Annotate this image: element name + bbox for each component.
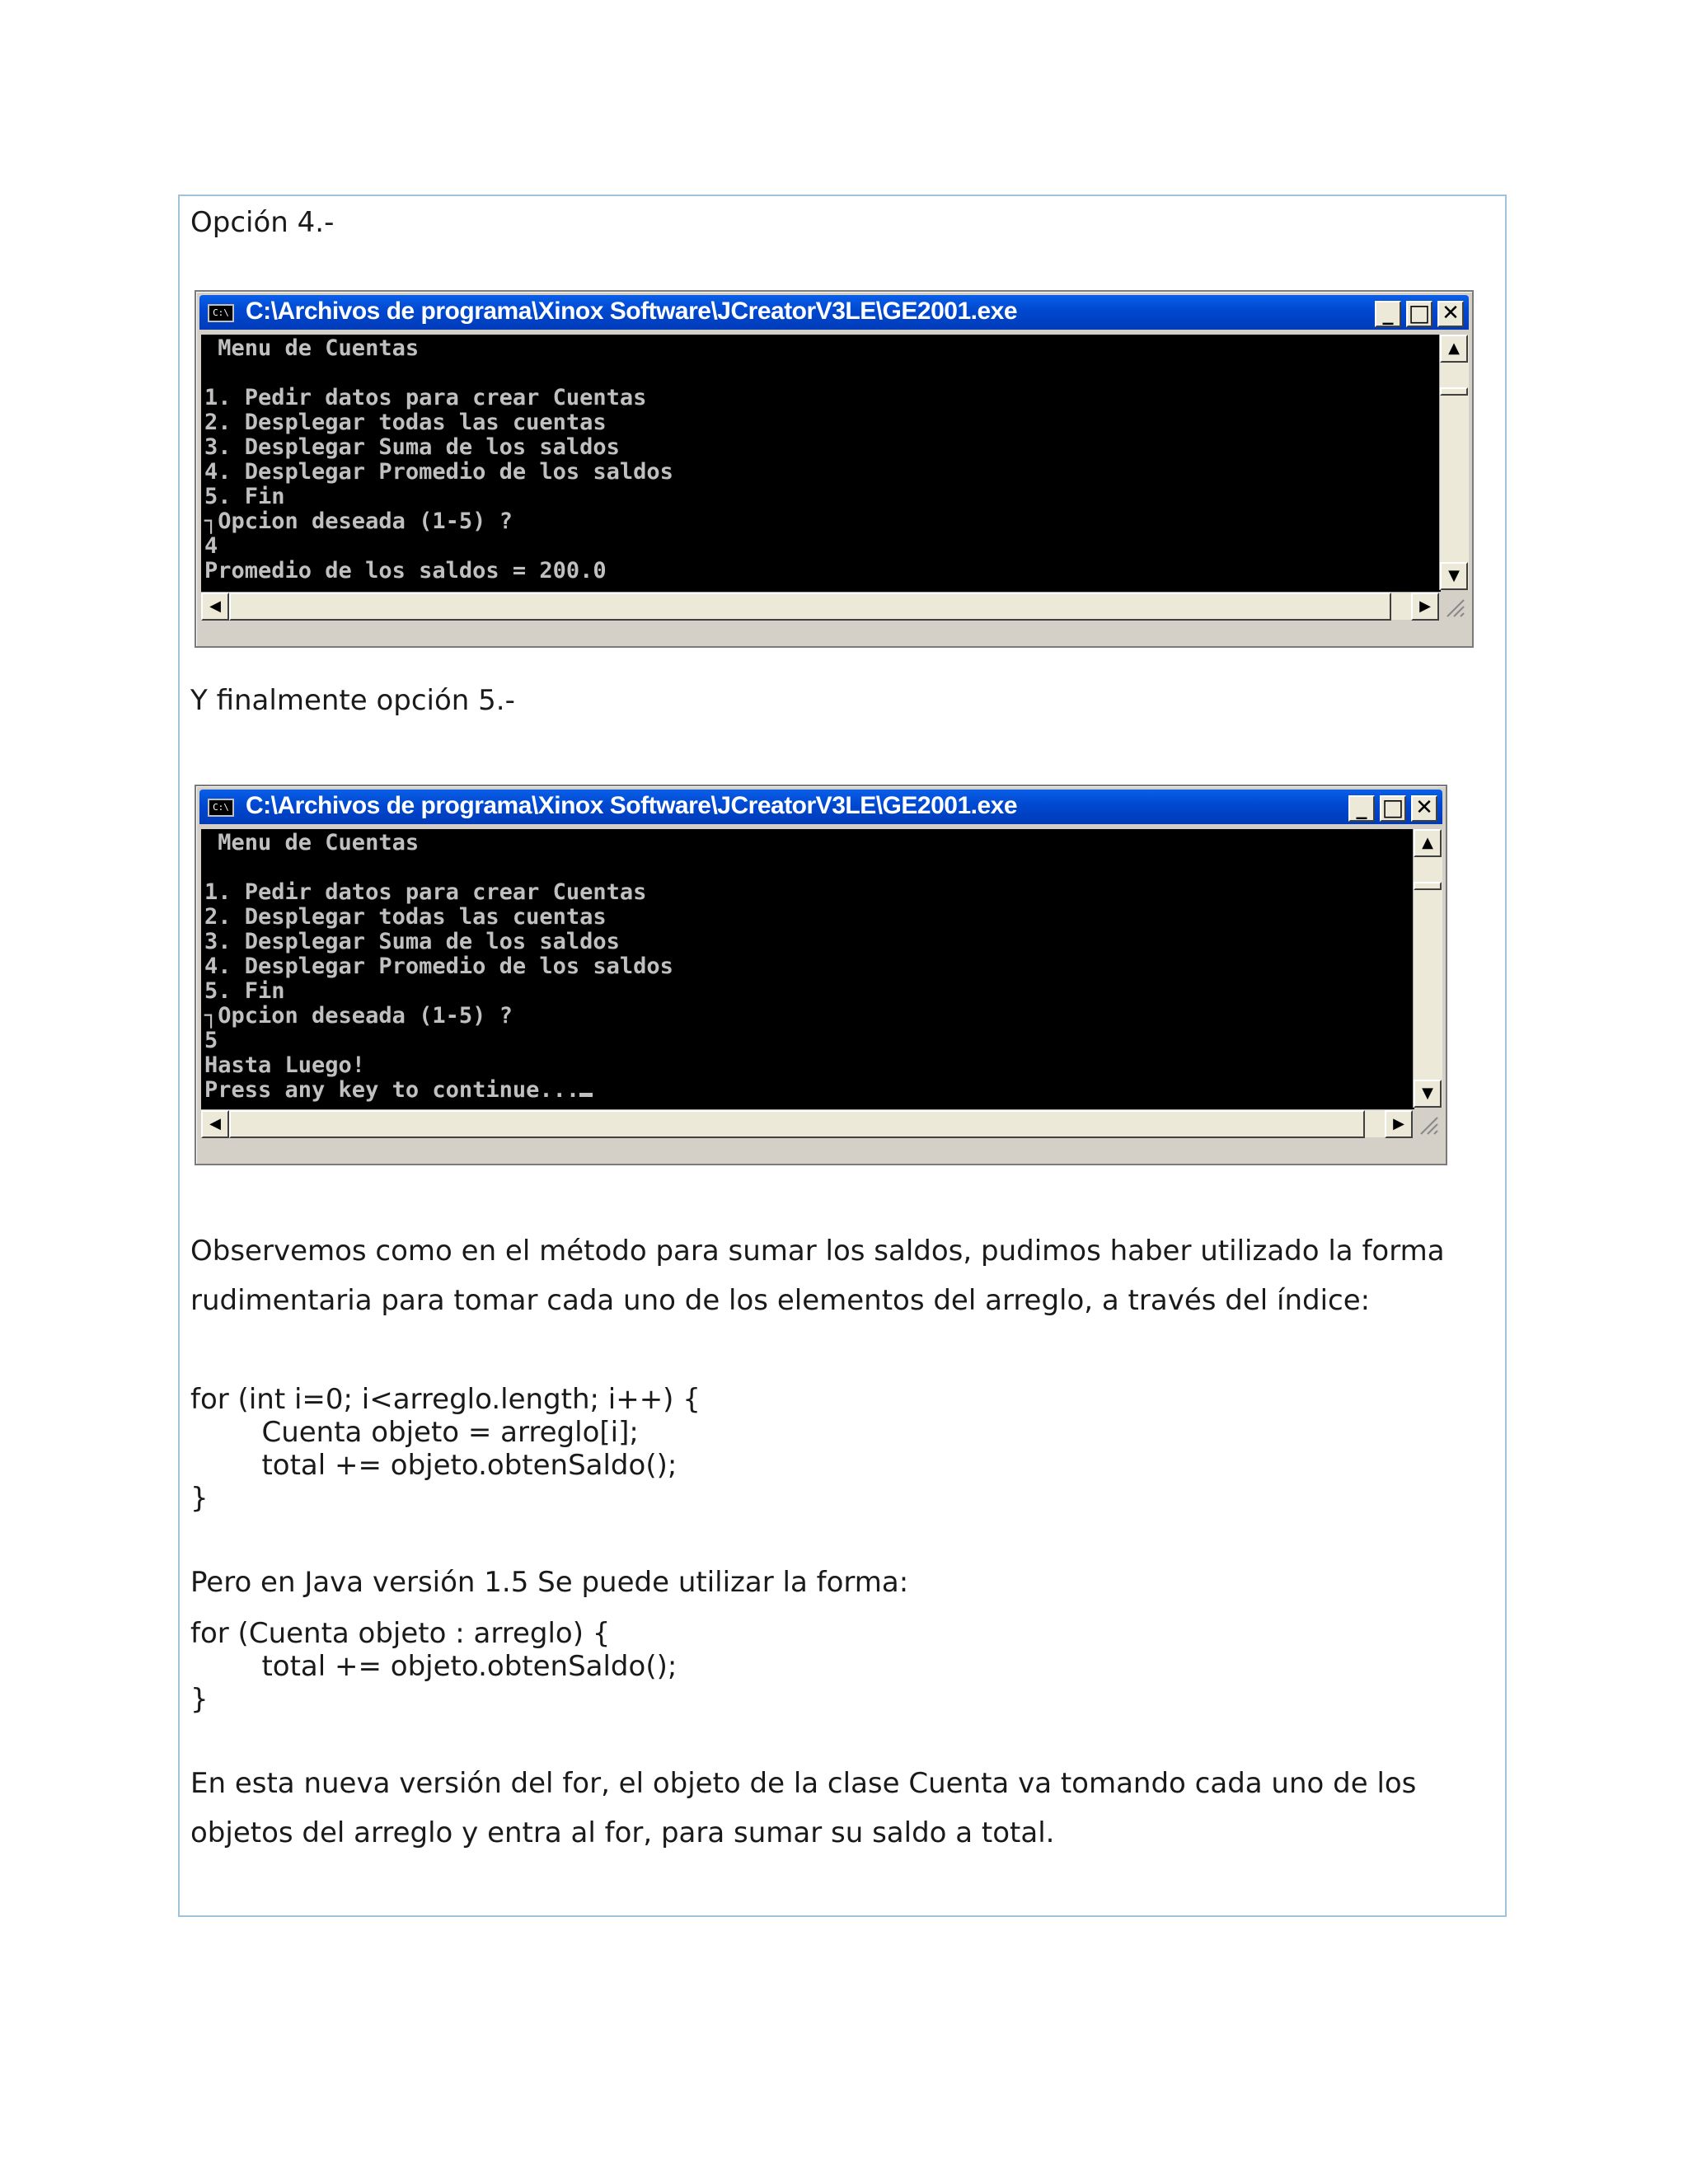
scroll-left-button[interactable]: ◀ <box>201 1110 229 1138</box>
resize-grip-icon[interactable] <box>1439 592 1467 620</box>
console-window-option4 <box>195 290 1474 648</box>
window-title: C:\Archivos de programa\Xinox Software\JCreatorV3LE\GE2001.exe <box>246 298 1018 325</box>
option4-heading: Opción 4.- <box>190 206 335 239</box>
console-line: 1. Pedir datos para crear Cuentas <box>204 385 647 410</box>
console-line: 5. Fin <box>204 978 285 1004</box>
console-line: 2. Desplegar todas las cuentas <box>204 904 607 930</box>
code-line: total += objeto.obtenSaldo(); <box>190 1650 678 1683</box>
console-line: 3. Desplegar Suma de los saldos <box>204 929 620 954</box>
console-line: 4. Desplegar Promedio de los saldos <box>204 954 673 979</box>
scroll-thumb[interactable] <box>229 593 1391 621</box>
console-window-option5 <box>195 785 1447 1165</box>
console-line: Promedio de los saldos = 200.0 <box>204 558 607 583</box>
scroll-up-button[interactable]: ▲ <box>1440 335 1468 363</box>
console-line: ┐Opcion deseada (1-5) ? <box>204 1003 513 1029</box>
vertical-scrollbar[interactable] <box>1413 829 1442 1108</box>
code-line: } <box>190 1482 209 1515</box>
option5-heading: Y finalmente opción 5.- <box>190 684 515 717</box>
text-cursor <box>579 1093 593 1097</box>
console-line <box>204 855 1414 880</box>
scroll-right-button[interactable]: ▶ <box>1411 593 1439 621</box>
scroll-down-button[interactable]: ▼ <box>1414 1080 1442 1108</box>
scroll-left-button[interactable]: ◀ <box>201 593 229 621</box>
console-line: 4 <box>204 533 218 559</box>
console-line: 1. Pedir datos para crear Cuentas <box>204 879 647 905</box>
scroll-thumb[interactable] <box>1440 387 1468 396</box>
console-line: 3. Desplegar Suma de los saldos <box>204 434 620 460</box>
console-app-icon[interactable]: C:\ <box>208 304 234 322</box>
maximize-button[interactable]: □ <box>1406 301 1432 327</box>
console-line: Menu de Cuentas <box>204 830 420 855</box>
window-titlebar[interactable] <box>199 790 1442 824</box>
console-line: 2. Desplegar todas las cuentas <box>204 410 607 435</box>
scroll-right-button[interactable]: ▶ <box>1385 1110 1413 1138</box>
paragraph-line: Pero en Java versión 1.5 Se puede utilizar la forma: <box>190 1566 909 1599</box>
resize-grip-icon[interactable] <box>1413 1109 1441 1137</box>
console-line: ┐Opcion deseada (1-5) ? <box>204 509 513 534</box>
console-line: Press any key to continue... <box>204 1078 1414 1103</box>
console-line: 5. Fin <box>204 484 285 509</box>
code-line: for (Cuenta objeto : arreglo) { <box>190 1617 611 1650</box>
paragraph-line: objetos del arreglo y entra al for, para sumar su saldo a total. <box>190 1816 1055 1849</box>
maximize-button[interactable]: □ <box>1380 795 1406 822</box>
scroll-thumb[interactable] <box>229 1110 1365 1138</box>
console-line: 4. Desplegar Promedio de los saldos <box>204 459 673 485</box>
code-line: Cuenta objeto = arreglo[i]; <box>190 1416 639 1449</box>
code-line: } <box>190 1683 209 1716</box>
scroll-down-button[interactable]: ▼ <box>1440 562 1468 590</box>
console-output <box>201 829 1414 1109</box>
close-button[interactable]: ✕ <box>1437 301 1464 327</box>
minimize-button[interactable]: _ <box>1375 301 1401 327</box>
console-line <box>204 361 1441 386</box>
paragraph-line: Observemos como en el método para sumar los saldos, pudimos haber utilizado la forma <box>190 1235 1445 1268</box>
horizontal-scrollbar[interactable] <box>201 1109 1413 1137</box>
horizontal-scrollbar[interactable] <box>201 592 1439 620</box>
code-line: for (int i=0; i<arreglo.length; i++) { <box>190 1383 701 1416</box>
console-output <box>201 335 1441 592</box>
console-line: Menu de Cuentas <box>204 335 420 361</box>
close-button[interactable]: ✕ <box>1411 795 1437 822</box>
console-line: Hasta Luego! <box>204 1052 366 1078</box>
console-line: 5 <box>204 1028 218 1053</box>
paragraph-line: rudimentaria para tomar cada uno de los elementos del arreglo, a través del índice: <box>190 1284 1371 1317</box>
window-titlebar[interactable] <box>199 295 1469 330</box>
paragraph-line: En esta nueva versión del for, el objeto de la clase Cuenta va tomando cada uno de los <box>190 1767 1417 1800</box>
scroll-up-button[interactable]: ▲ <box>1414 829 1442 857</box>
vertical-scrollbar[interactable] <box>1439 335 1469 590</box>
code-line: total += objeto.obtenSaldo(); <box>190 1449 678 1482</box>
minimize-button[interactable]: _ <box>1348 795 1375 822</box>
window-title: C:\Archivos de programa\Xinox Software\JCreatorV3LE\GE2001.exe <box>246 792 1018 819</box>
scroll-thumb[interactable] <box>1414 882 1442 890</box>
console-app-icon[interactable]: C:\ <box>208 799 234 817</box>
